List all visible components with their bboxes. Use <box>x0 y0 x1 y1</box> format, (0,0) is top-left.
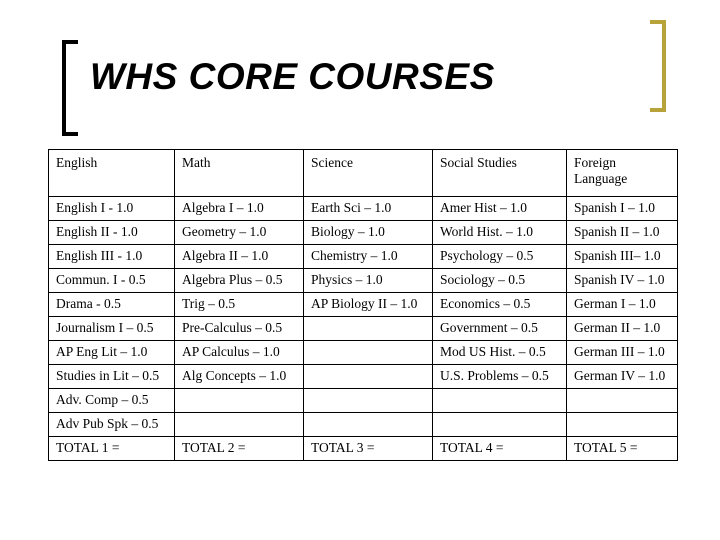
table-row <box>49 197 678 221</box>
table-cell <box>304 413 433 437</box>
table-cell: Chemistry – 1.0 <box>304 245 433 269</box>
table-cell: Spanish II – 1.0 <box>567 221 678 245</box>
column-header: Foreign Language <box>567 150 678 197</box>
table-cell: Drama - 0.5 <box>49 293 175 317</box>
table-cell: Biology – 1.0 <box>304 221 433 245</box>
right-bracket-decoration <box>650 20 666 112</box>
table-cell: Commun. I - 0.5 <box>49 269 175 293</box>
table-cell: TOTAL 2 = <box>175 437 304 461</box>
table-cell <box>433 413 567 437</box>
table-cell <box>175 413 304 437</box>
table-row <box>49 365 678 389</box>
table-cell: Psychology – 0.5 <box>433 245 567 269</box>
table-cell: English I - 1.0 <box>49 197 175 221</box>
table-cell: Spanish I – 1.0 <box>567 197 678 221</box>
table-cell <box>304 317 433 341</box>
table-cell: Earth Sci – 1.0 <box>304 197 433 221</box>
table-cell: German II – 1.0 <box>567 317 678 341</box>
table-cell: Spanish III– 1.0 <box>567 245 678 269</box>
table-cell: TOTAL 1 = <box>49 437 175 461</box>
table-cell: Mod US Hist. – 0.5 <box>433 341 567 365</box>
table-cell: Amer Hist – 1.0 <box>433 197 567 221</box>
table-cell <box>567 389 678 413</box>
left-bracket-decoration <box>62 40 78 136</box>
table-cell: Journalism I – 0.5 <box>49 317 175 341</box>
table-cell: U.S. Problems – 0.5 <box>433 365 567 389</box>
table-cell: Geometry – 1.0 <box>175 221 304 245</box>
table-cell <box>304 365 433 389</box>
table-cell: AP Eng Lit – 1.0 <box>49 341 175 365</box>
table-cell: TOTAL 3 = <box>304 437 433 461</box>
column-header: Science <box>304 150 433 197</box>
table-cell <box>304 341 433 365</box>
column-header: Social Studies <box>433 150 567 197</box>
table-cell: Spanish IV – 1.0 <box>567 269 678 293</box>
table-cell: Algebra II – 1.0 <box>175 245 304 269</box>
table-cell: World Hist. – 1.0 <box>433 221 567 245</box>
table-cell: Adv Pub Spk – 0.5 <box>49 413 175 437</box>
table-cell: Adv. Comp – 0.5 <box>49 389 175 413</box>
table-cell <box>433 389 567 413</box>
table-row <box>49 221 678 245</box>
totals-row <box>49 437 678 461</box>
table-row <box>49 317 678 341</box>
table-cell <box>304 389 433 413</box>
table-cell: Physics – 1.0 <box>304 269 433 293</box>
table-cell: Sociology – 0.5 <box>433 269 567 293</box>
table-cell: Studies in Lit – 0.5 <box>49 365 175 389</box>
core-courses-table <box>48 149 678 461</box>
table-cell: AP Biology II – 1.0 <box>304 293 433 317</box>
table-cell <box>175 389 304 413</box>
table-row <box>49 341 678 365</box>
table-cell: Algebra I – 1.0 <box>175 197 304 221</box>
table-cell: TOTAL 5 = <box>567 437 678 461</box>
slide-title: WHS CORE COURSES <box>90 56 495 97</box>
table-header-row <box>49 150 678 197</box>
table-cell: German III – 1.0 <box>567 341 678 365</box>
table-row <box>49 293 678 317</box>
table-cell: TOTAL 4 = <box>433 437 567 461</box>
table-cell <box>567 413 678 437</box>
table-cell: English III - 1.0 <box>49 245 175 269</box>
table-cell: German I – 1.0 <box>567 293 678 317</box>
table-cell: Government – 0.5 <box>433 317 567 341</box>
table-cell: Trig – 0.5 <box>175 293 304 317</box>
table-cell: German IV – 1.0 <box>567 365 678 389</box>
table-cell: AP Calculus – 1.0 <box>175 341 304 365</box>
column-header: English <box>49 150 175 197</box>
table-row <box>49 413 678 437</box>
table-cell: Economics – 0.5 <box>433 293 567 317</box>
table-cell: Alg Concepts – 1.0 <box>175 365 304 389</box>
column-header: Math <box>175 150 304 197</box>
table-row <box>49 389 678 413</box>
table-cell: Algebra Plus – 0.5 <box>175 269 304 293</box>
table-row <box>49 269 678 293</box>
table-row <box>49 245 678 269</box>
table-cell: Pre-Calculus – 0.5 <box>175 317 304 341</box>
table-cell: English II - 1.0 <box>49 221 175 245</box>
